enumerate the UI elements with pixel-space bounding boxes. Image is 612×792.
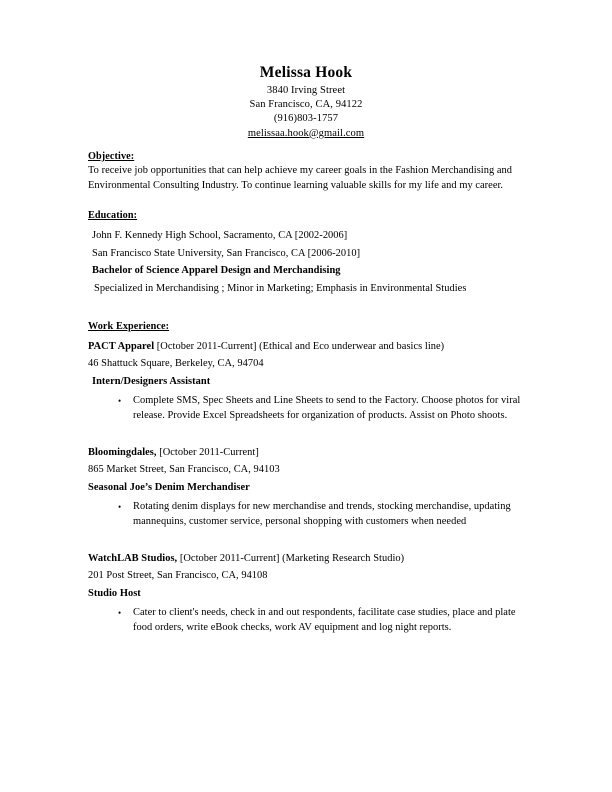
job-address: 865 Market Street, San Francisco, CA, 94103 — [88, 464, 280, 476]
job-responsibilities — [88, 606, 526, 635]
section-work-experience — [88, 320, 526, 636]
education-focus: Specialized in Merchandising ; Minor in Marketing; Emphasis in Environmental Studies — [94, 282, 467, 294]
job-entry — [88, 550, 526, 636]
job-responsibilities — [88, 394, 526, 423]
job-meta: [October 2011-Current] (Ethical and Eco underwear and basics line) — [154, 340, 445, 352]
job-meta: [October 2011-Current] — [156, 446, 259, 458]
section-objective — [88, 150, 526, 193]
bullet-icon: • — [118, 501, 122, 512]
responsibility-text: Rotating denim displays for new merchandise and trends, stocking merchandise, updating mannequins, customer service, personal shopping with customers when needed — [133, 501, 511, 527]
bullet-icon: • — [118, 607, 122, 618]
job-address: 46 Shattuck Square, Berkeley, CA, 94704 — [88, 358, 264, 370]
job-company-line — [88, 338, 526, 356]
education-school: San Francisco State University, San Francisco, CA [2006-2010] — [92, 247, 361, 259]
job-title: Studio Host — [88, 587, 141, 599]
job-entry — [88, 338, 526, 424]
resume-header — [0, 64, 612, 141]
job-company: WatchLAB Studios, — [88, 552, 178, 564]
job-company: Bloomingdales, — [88, 446, 157, 458]
responsibility-text: Cater to client's needs, check in and out respondents, facilitate case studies, place and plate food orders, write eBook checks, work AV equipment and log night reports. — [133, 607, 516, 633]
job-responsibilities — [88, 500, 526, 529]
education-school: John F. Kennedy High School, Sacramento, CA [2002-2006] — [92, 230, 348, 242]
job-entry — [88, 444, 526, 530]
responsibility-text: Complete SMS, Spec Sheets and Line Sheets to send to the Factory. Choose photos for viral release. Provide Excel Spreadsheets for organization of products. Assist on Photo shoots. — [133, 395, 521, 421]
list-item — [88, 500, 526, 529]
work-experience-heading: Work Experience: — [88, 320, 170, 332]
job-meta: [October 2011-Current] (Marketing Research Studio) — [177, 552, 405, 564]
address-street: 3840 Irving Street — [266, 85, 346, 96]
list-item — [88, 394, 526, 423]
address-city-state-zip: San Francisco, CA, 94122 — [249, 99, 363, 111]
section-education — [88, 209, 526, 297]
objective-text: To receive job opportunities that can help achieve my career goals in the Fashion Merchandising and Environmental Consulting Industry. To continue learning valuable skills for my life and my career. — [88, 165, 513, 191]
objective-heading: Objective: — [88, 151, 135, 162]
list-item — [88, 606, 526, 635]
job-title: Intern/Designers Assistant — [92, 375, 211, 387]
job-address: 201 Post Street, San Francisco, CA, 94108 — [88, 570, 268, 582]
education-heading: Education: — [88, 210, 138, 222]
job-company-line — [88, 444, 526, 462]
education-degree: Bachelor of Science Apparel Design and Merchandising — [92, 265, 341, 277]
job-company-line — [88, 550, 526, 568]
phone-number: (916)803-1757 — [273, 113, 339, 125]
email-address[interactable]: melissaa.hook@gmail.com — [247, 127, 365, 139]
job-company: PACT Apparel — [88, 340, 155, 352]
job-title: Seasonal Joe’s Denim Merchandiser — [88, 481, 250, 493]
candidate-name: Melissa Hook — [259, 64, 353, 81]
resume-body — [88, 150, 526, 635]
bullet-icon: • — [118, 395, 122, 406]
